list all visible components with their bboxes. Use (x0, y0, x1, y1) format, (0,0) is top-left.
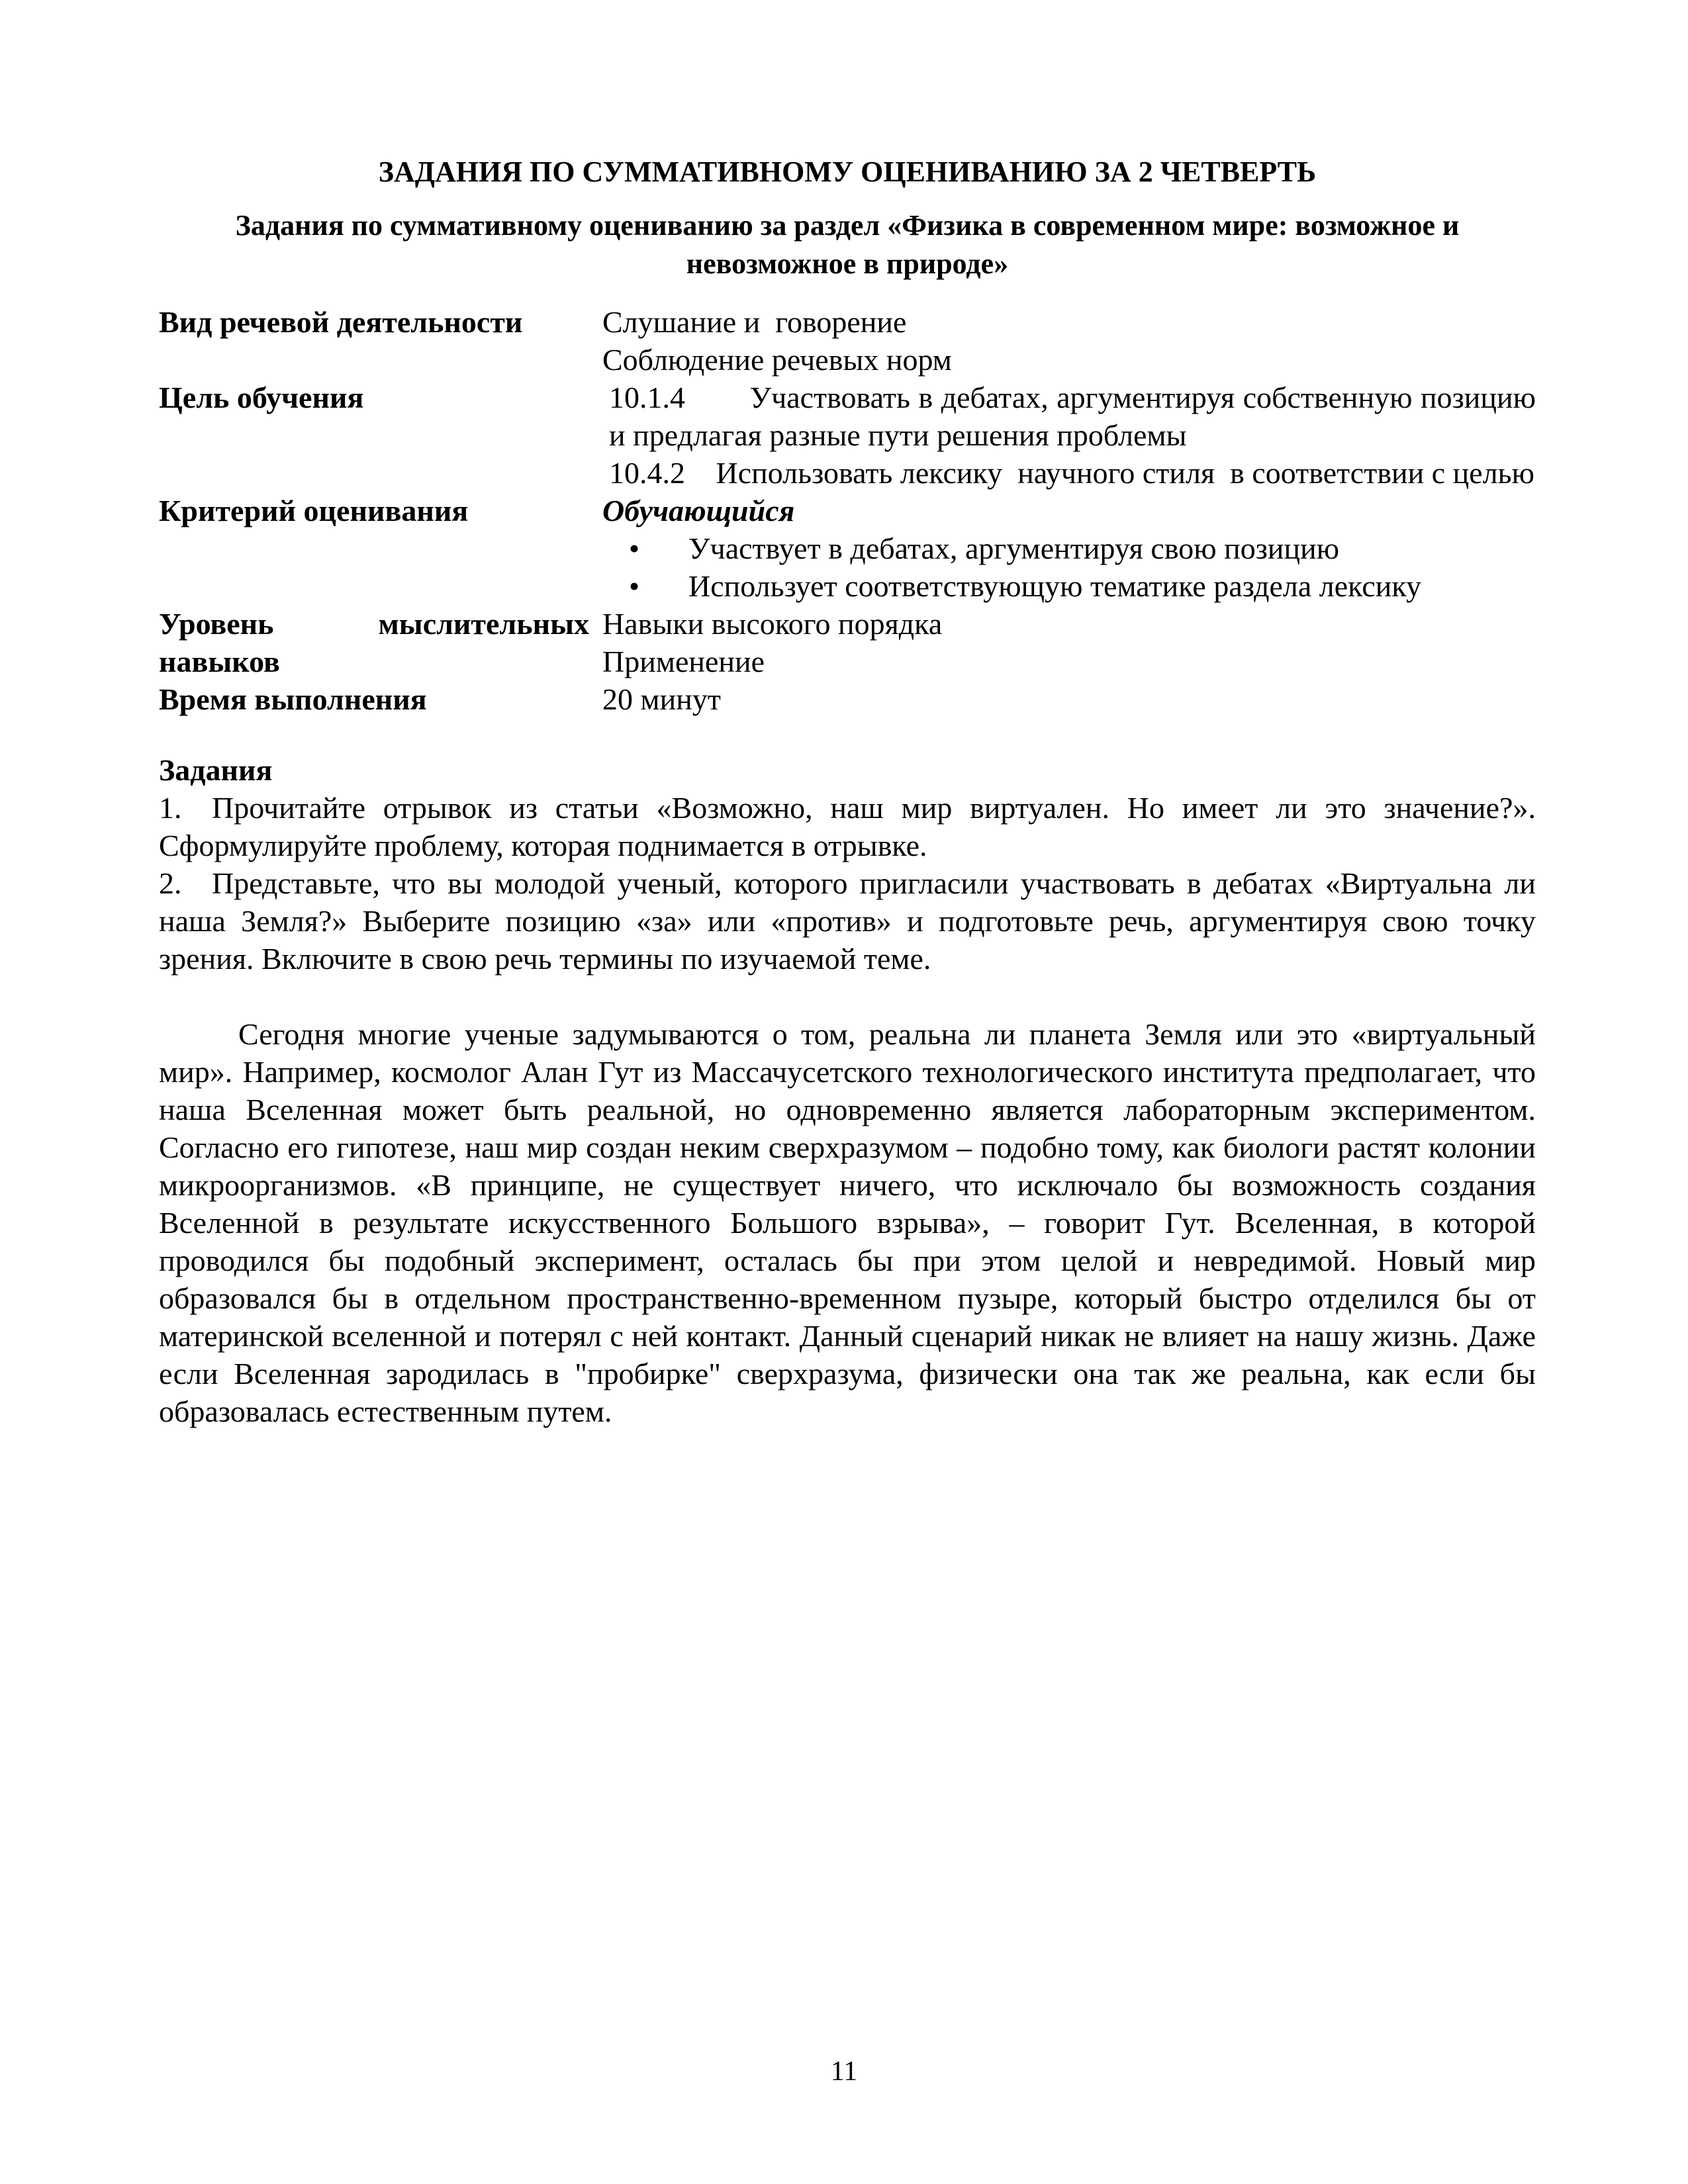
criteria-label: Критерий оценивания (159, 494, 469, 527)
task-text: Представьте, что вы молодой ученый, которого пригласили участвовать в дебатах «Виртуальна ли наша Земля?» Выберите позицию «за» или «против» и подготовьте речь, аргументируя свою точку зрения. Включите в свою речь термины по изучаемой теме. (159, 866, 1536, 976)
list-item (602, 529, 1536, 567)
criteria-values (602, 492, 1536, 605)
page-content (159, 152, 1536, 1461)
reading-passage: Сегодня многие ученые задумываются о том, реальна ли планета Земля или это «виртуальный мир». Например, космолог Алан Гут из Массачусетского технологического института предполагает, что наша Вселенная может быть реальной, но одновременно является лабораторным экспериментом. Согласно его гипотезе, наш мир создан неким сверхразумом – подобно тому, как биологи растят колонии микроорганизмов. «В принципе, не существует ничего, что исключало бы возможность создания Вселенной в результате искусственного Большого взрыва», – говорит Гут. Вселенная, в которой проводился бы подобный эксперимент, осталась бы при этом целой и невредимой. Новый мир образовался бы в отдельном пространственно-временном пузыре, который быстро отделился бы от материнской вселенной и потерял с ней контакт. Данный сценарий никак не влияет на нашу жизнь. Даже если Вселенная зародилась в "пробирке" сверхразума, физически она так же реальна, как если бы образовалась естественным путем. (159, 1017, 1536, 1428)
time-label: Время выполнения (159, 682, 427, 716)
criteria-item: Участвует в дебатах, аргументируя свою позицию (688, 531, 1340, 565)
task-item (159, 864, 1536, 978)
page-number: 11 (830, 2056, 858, 2087)
level-label-line: Уровень мыслительных (159, 607, 589, 641)
level-values (602, 605, 1536, 680)
spec-row-time (159, 680, 1536, 718)
level-value: Применение (602, 645, 765, 678)
list-item (602, 567, 1536, 605)
bullet-icon: • (629, 569, 640, 603)
criteria-item: Использует соответствующую тематике раздела лексику (688, 569, 1422, 603)
task-item (159, 789, 1536, 864)
objective-code: 10.1.4 (609, 381, 685, 414)
page-title: ЗАДАНИЯ ПО СУММАТИВНОМУ ОЦЕНИВАНИЮ ЗА 2 ЧЕТВЕРТЬ (378, 156, 1317, 188)
spec-row-level (159, 605, 1536, 680)
bullet-icon: • (629, 531, 640, 565)
level-value: Навыки высокого порядка (602, 607, 943, 641)
level-label (159, 605, 602, 680)
spec-row-criteria (159, 492, 1536, 605)
criteria-heading: Обучающийся (602, 494, 795, 527)
activity-value: Слушание и говорение (602, 305, 907, 339)
specification-table (159, 303, 1536, 718)
objective-item (602, 454, 1536, 492)
tasks-heading: Задания (159, 753, 273, 787)
objective-code: 10.4.2 (609, 456, 685, 490)
objective-label: Цель обучения (159, 381, 364, 414)
time-value: 20 минут (602, 682, 721, 716)
objective-values (602, 379, 1536, 492)
task-number: 2. (159, 866, 182, 900)
objective-text: Участвовать в дебатах, аргументируя собственную позицию и предлагая разные пути решения проблемы (609, 381, 1536, 452)
activity-value: Соблюдение речевых норм (602, 343, 952, 377)
activity-values (602, 303, 1536, 379)
tasks-section (159, 751, 1536, 978)
task-number: 1. (159, 791, 182, 825)
section-title: Задания по суммативному оцениванию за раздел «Физика в современном мире: возможное и невозможное в природе» (235, 209, 1460, 280)
task-text: Прочитайте отрывок из статьи «Возможно, наш мир виртуален. Но имеет ли это значение?». Сформулируйте проблему, которая поднимается в отрывке. (159, 791, 1536, 862)
spec-row-objective (159, 379, 1536, 492)
objective-text: Использовать лексику научного стиля в соответствии с целью (716, 456, 1535, 490)
level-label-line: навыков (159, 645, 280, 678)
objective-item (602, 379, 1536, 454)
criteria-list (602, 529, 1536, 605)
activity-label: Вид речевой деятельности (159, 305, 523, 339)
spec-row-activity (159, 303, 1536, 379)
